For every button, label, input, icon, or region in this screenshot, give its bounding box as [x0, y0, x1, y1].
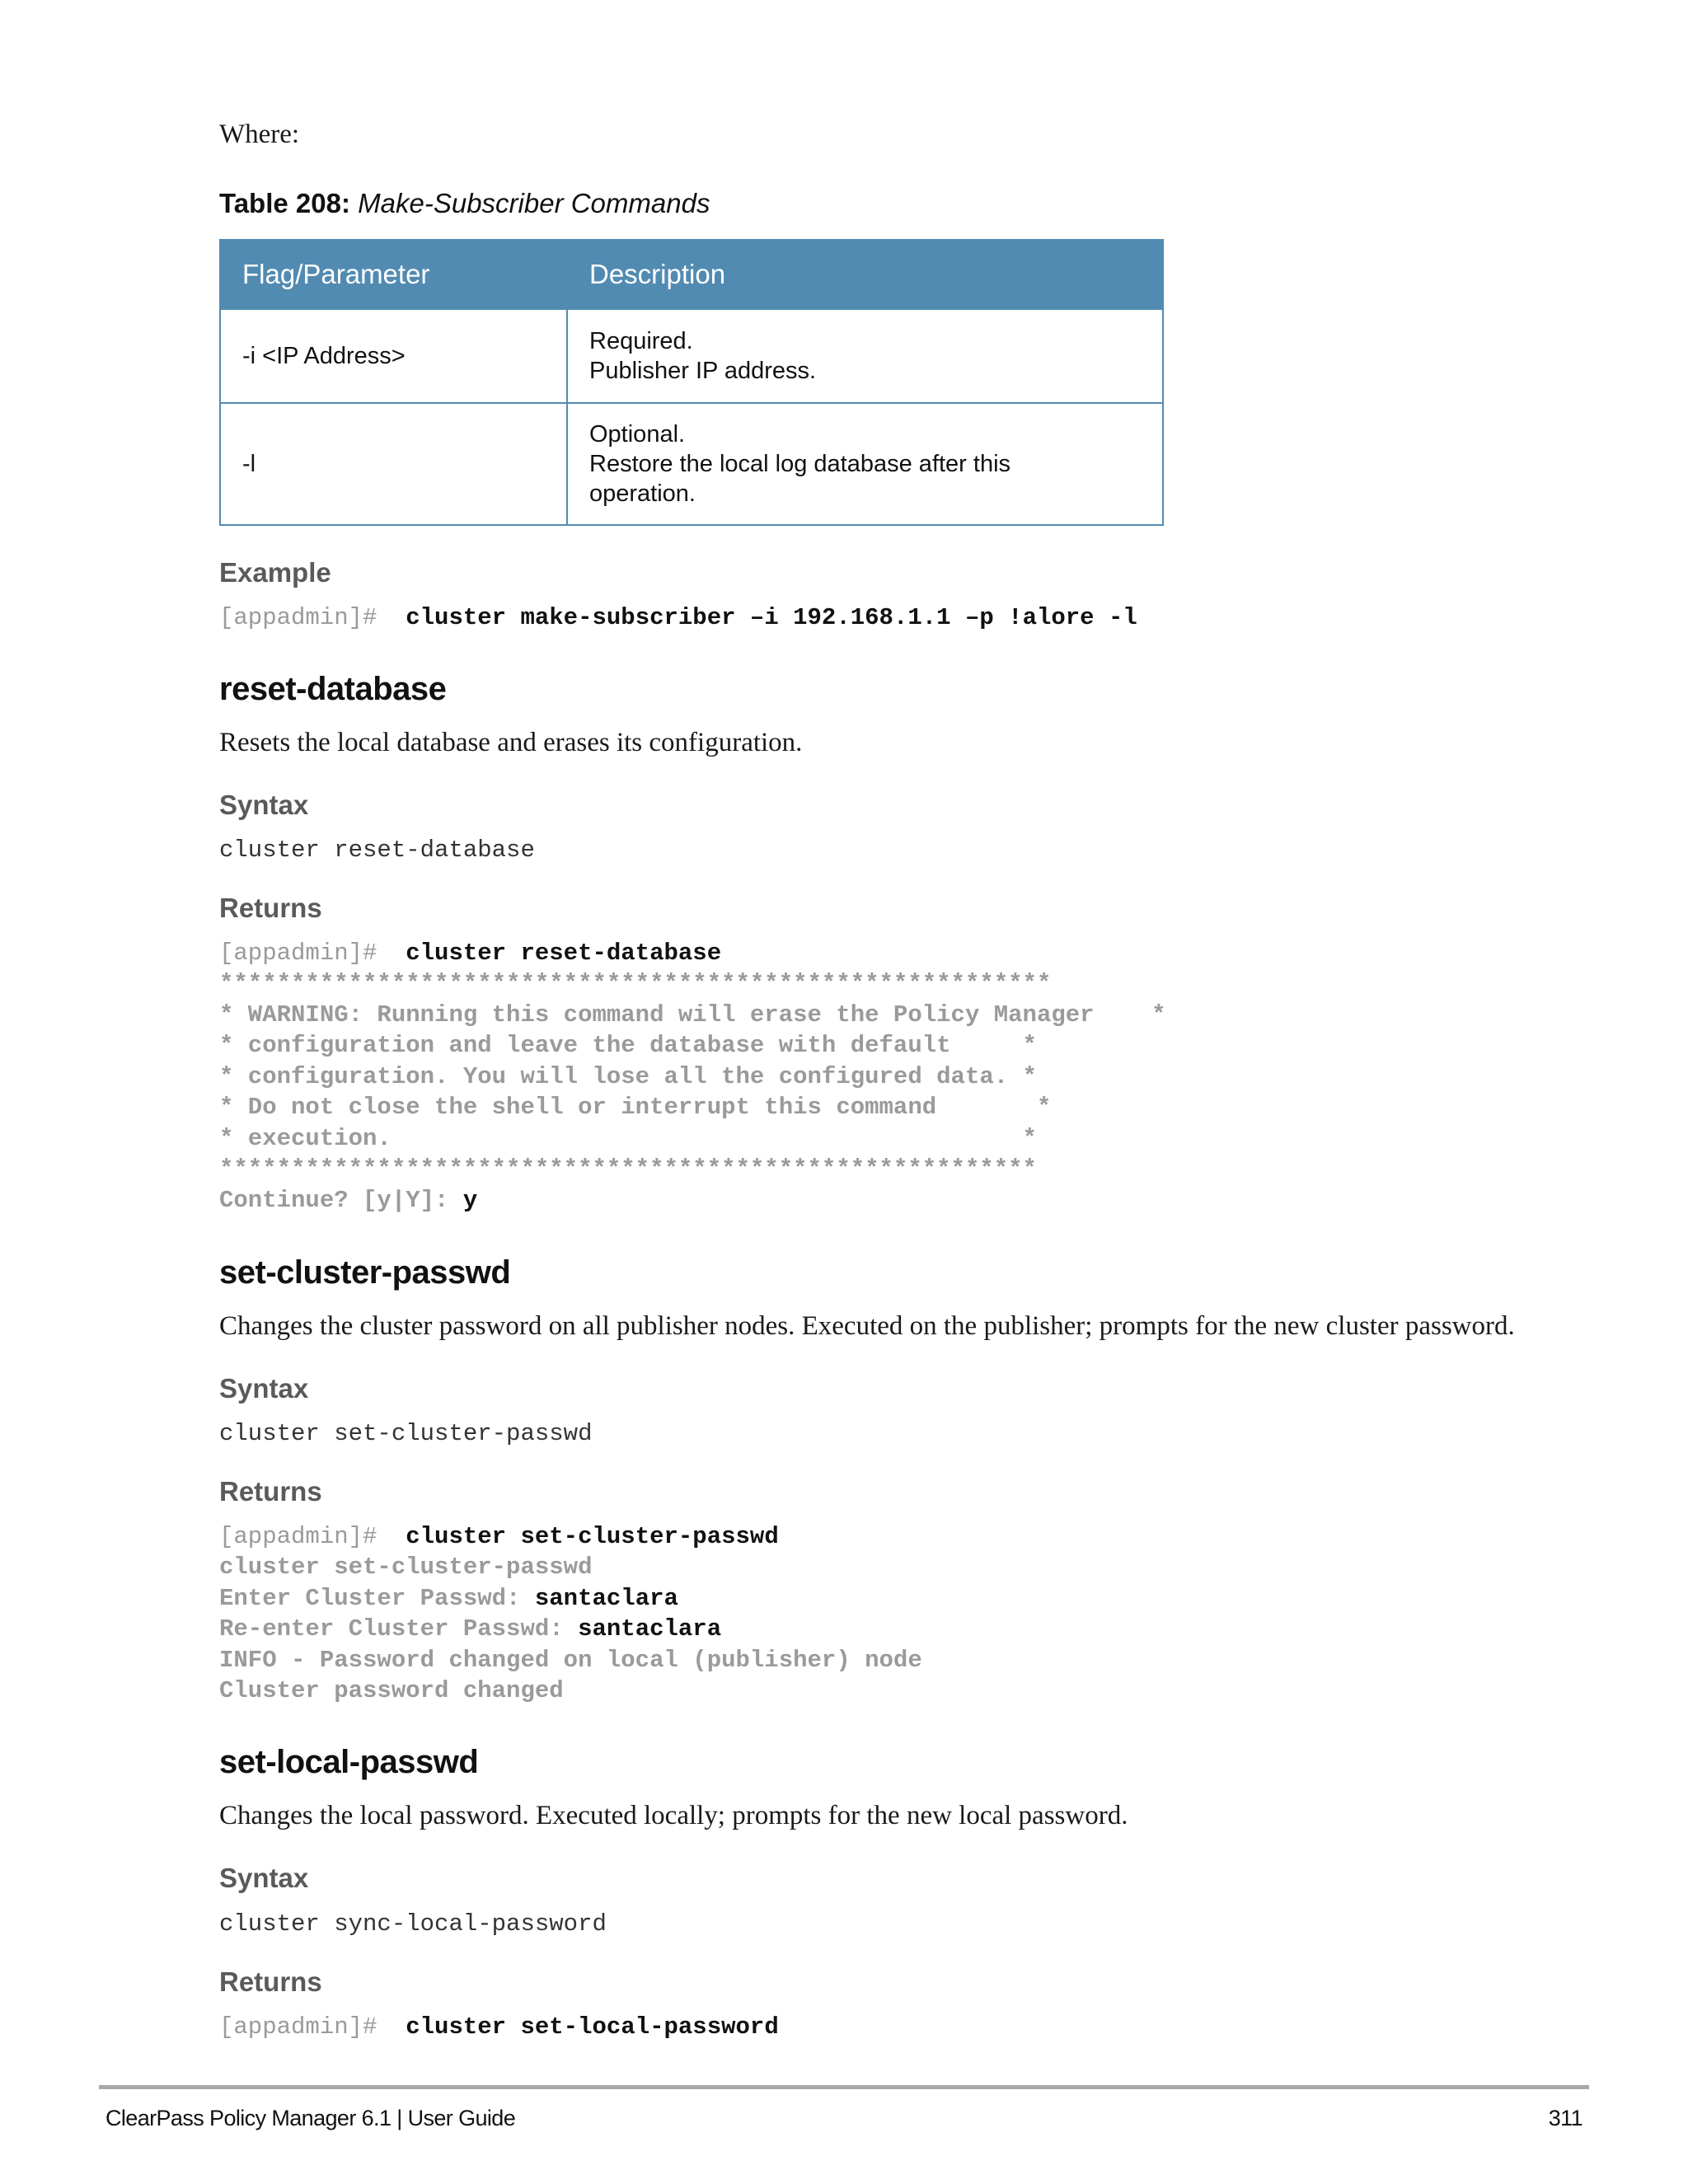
table-header-flag: Flag/Parameter [220, 240, 567, 309]
output-line: * Do not close the shell or interrupt this command * [219, 1094, 1052, 1121]
output-line: ********************************************************** [219, 970, 1052, 997]
set-cluster-passwd-description: Changes the cluster password on all publisher nodes. Executed on the publisher; prompts for the new cluster password. [219, 1311, 1515, 1341]
reenter-passwd-label: Re-enter Cluster Passwd: [219, 1615, 564, 1643]
code-command: cluster set-cluster-passwd [406, 1523, 779, 1550]
section-title-reset-database: reset-database [219, 671, 447, 707]
code-prompt: [appadmin]# [219, 604, 377, 631]
code-prompt: [appadmin]# [219, 2013, 377, 2041]
example-code [219, 604, 1137, 631]
table-caption-label: Table 208: [219, 188, 350, 218]
table-header-description: Description [567, 240, 1163, 309]
description-line: Restore the local log database after this [589, 451, 1011, 477]
enter-passwd-line [219, 1585, 678, 1612]
table-cell-flag: -l [220, 403, 567, 525]
make-subscriber-table [219, 239, 1164, 526]
output-line: * configuration. You will lose all the configured data. * [219, 1063, 1037, 1090]
output-line: INFO - Password changed on local (publisher) node [219, 1647, 922, 1674]
description-line: operation. [589, 480, 696, 507]
set-cluster-passwd-syntax-heading: Syntax [219, 1373, 309, 1404]
enter-passwd-label: Enter Cluster Passwd: [219, 1585, 521, 1612]
continue-prompt: Continue? [y|Y]: [219, 1187, 449, 1214]
code-command: cluster set-local-password [406, 2013, 779, 2041]
output-line: * configuration and leave the database with default * [219, 1032, 1037, 1059]
description-line: Publisher IP address. [589, 358, 817, 384]
set-local-passwd-syntax: cluster sync-local-password [219, 1910, 607, 1938]
continue-line [219, 1187, 477, 1214]
table-caption-title: Make-Subscriber Commands [358, 188, 710, 218]
example-heading: Example [219, 557, 331, 588]
description-line: Optional. [589, 421, 686, 448]
footer-divider [99, 2085, 1589, 2089]
reset-database-returns-heading: Returns [219, 893, 322, 923]
reset-database-command-line [219, 940, 721, 967]
set-local-passwd-returns-heading: Returns [219, 1966, 322, 1997]
code-prompt: [appadmin]# [219, 940, 377, 967]
output-line: ********************************************************* [219, 1155, 1037, 1183]
footer-page-number: 311 [1548, 2106, 1582, 2130]
output-line: * WARNING: Running this command will erase the Policy Manager * [219, 1001, 1166, 1029]
table-cell-description [567, 403, 1163, 525]
reenter-passwd-value: santaclara [578, 1615, 722, 1643]
output-line: Cluster password changed [219, 1677, 564, 1704]
table-caption [219, 188, 710, 219]
code-prompt: [appadmin]# [219, 1523, 377, 1550]
table-cell-flag: -i <IP Address> [220, 309, 567, 403]
enter-passwd-value: santaclara [534, 1585, 678, 1612]
reset-database-description: Resets the local database and erases its configuration. [219, 728, 803, 757]
table-row [220, 309, 1163, 403]
set-cluster-passwd-returns-heading: Returns [219, 1476, 322, 1507]
output-line: * execution. * [219, 1125, 1037, 1152]
where-text: Where: [219, 120, 300, 149]
continue-answer: y [462, 1187, 478, 1214]
section-title-set-cluster-passwd: set-cluster-passwd [219, 1254, 511, 1291]
reset-database-syntax-heading: Syntax [219, 790, 309, 820]
table-cell-description [567, 309, 1163, 403]
set-local-passwd-command-line [219, 2013, 779, 2041]
section-title-set-local-passwd: set-local-passwd [219, 1744, 479, 1780]
set-cluster-passwd-command-line [219, 1523, 779, 1550]
table-row [220, 403, 1163, 525]
set-local-passwd-syntax-heading: Syntax [219, 1863, 309, 1893]
reenter-passwd-line [219, 1615, 721, 1643]
footer-guide-title: ClearPass Policy Manager 6.1 | User Guide [106, 2106, 516, 2130]
code-command: cluster reset-database [406, 940, 722, 967]
set-cluster-passwd-syntax: cluster set-cluster-passwd [219, 1420, 593, 1447]
table-header-row [220, 240, 1163, 309]
description-line: Required. [589, 328, 693, 354]
output-line: cluster set-cluster-passwd [219, 1554, 593, 1581]
reset-database-syntax: cluster reset-database [219, 837, 535, 864]
set-local-passwd-description: Changes the local password. Executed locally; prompts for the new local password. [219, 1801, 1128, 1830]
code-command: cluster make-subscriber –i 192.168.1.1 –p !alore -l [406, 604, 1137, 631]
